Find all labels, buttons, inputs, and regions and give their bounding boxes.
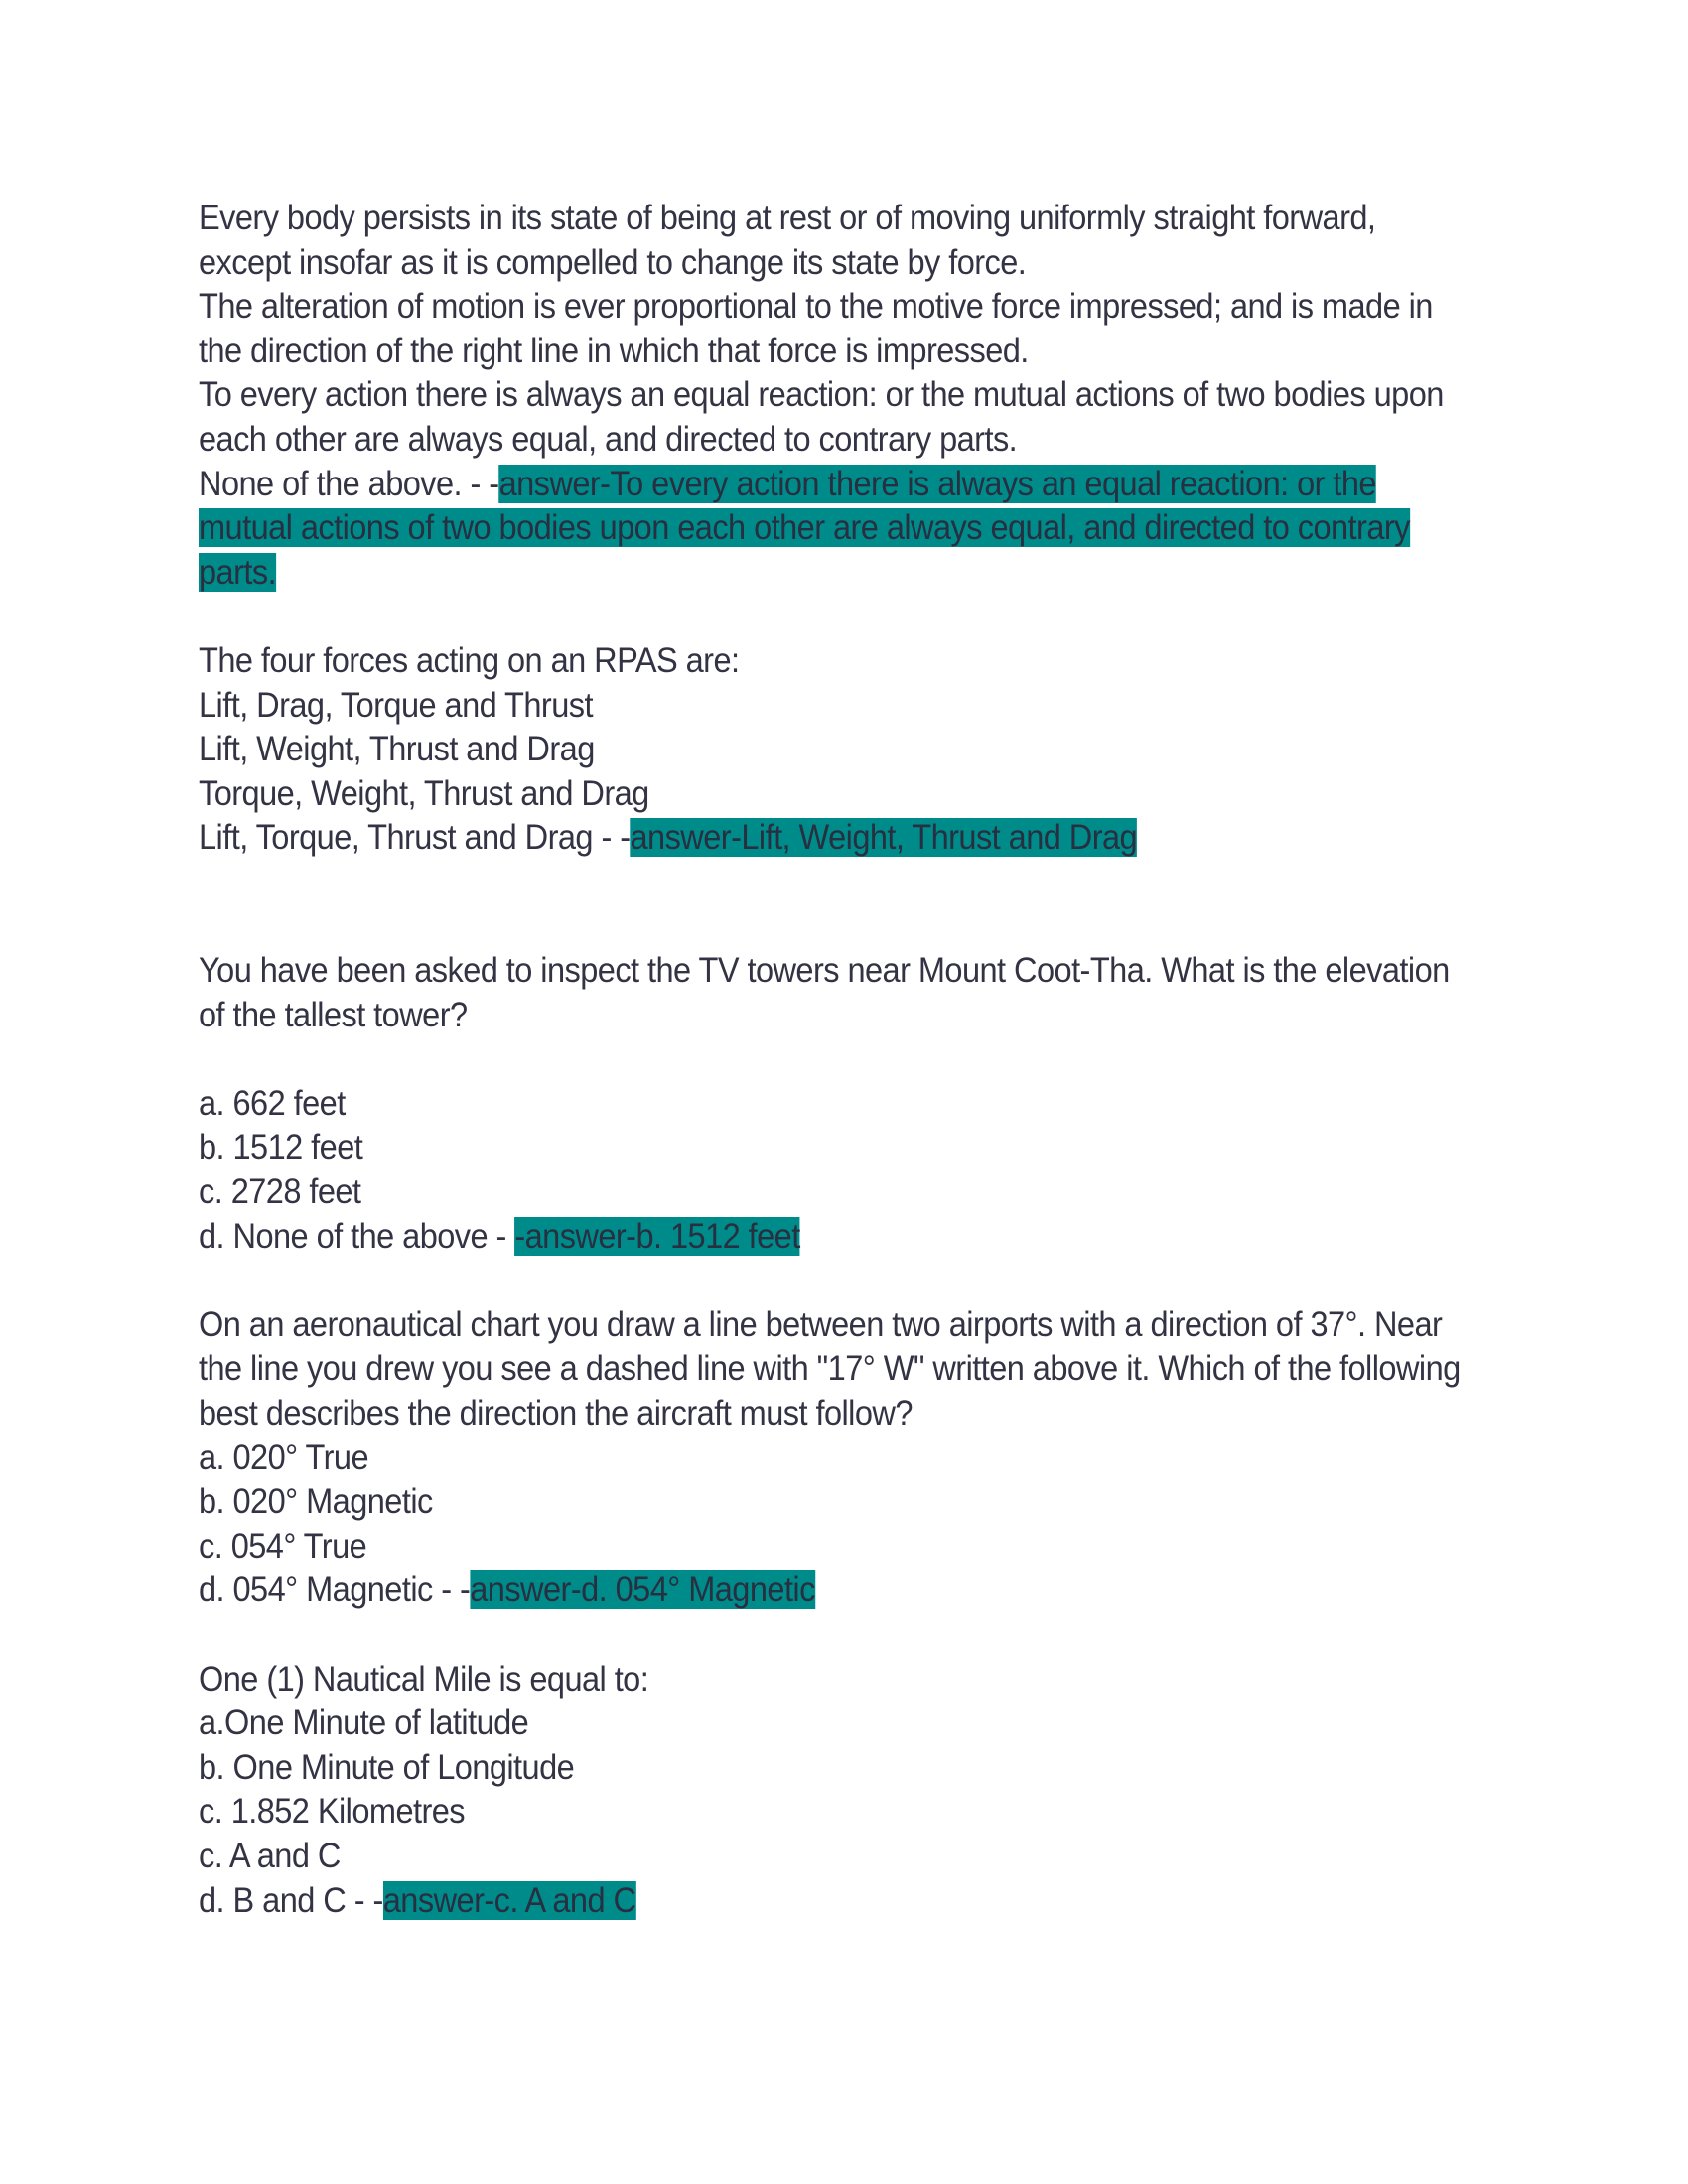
q4-option-c: c. 054° True	[199, 1526, 367, 1566]
q4-question-line-3: best describes the direction the aircraft must follow?	[199, 1394, 913, 1433]
question-block-5	[199, 1658, 1427, 1924]
q3-last-option-text: d. None of the above -	[199, 1216, 515, 1256]
q1-last-option-text: None of the above. - -	[199, 464, 499, 503]
q3-question-line-2: of the tallest tower?	[199, 995, 468, 1034]
q4-answer: answer-d. 054° Magnetic	[470, 1570, 815, 1610]
q4-last-option-text: d. 054° Magnetic - -	[199, 1570, 471, 1610]
q4-last-option	[199, 1569, 1427, 1613]
q1-answer-row-3	[199, 551, 1427, 596]
q5-option-4: c. A and C	[199, 1836, 341, 1875]
q1-line-2: except insofar as it is compelled to change its state by force.	[199, 242, 1027, 282]
question-block-2	[199, 639, 1427, 861]
q1-answer-row-2	[199, 506, 1427, 551]
q5-option-1: a.One Minute of latitude	[199, 1704, 529, 1743]
spacer	[199, 861, 1427, 949]
q2-option-3: Torque, Weight, Thrust and Drag	[199, 773, 649, 813]
q1-answer-line-3: parts.	[199, 552, 277, 592]
q3-option-c: c. 2728 feet	[199, 1172, 361, 1212]
q1-answer-line-2: mutual actions of two bodies upon each other are always equal, and directed to contrary	[199, 508, 1410, 548]
spacer	[199, 1259, 1427, 1303]
q2-answer: answer-Lift, Weight, Thrust and Drag	[630, 818, 1138, 858]
q2-last-option-text: Lift, Torque, Thrust and Drag - -	[199, 818, 631, 858]
spacer	[199, 1037, 1427, 1082]
question-block-1	[199, 197, 1444, 595]
q5-answer: answer-c. A and C	[382, 1880, 636, 1920]
q5-last-option-text: d. B and C - -	[199, 1880, 383, 1920]
q1-last-option	[199, 463, 1427, 507]
spacer	[199, 595, 1427, 639]
q4-option-a: a. 020° True	[199, 1437, 369, 1477]
question-block-4	[199, 1303, 1461, 1613]
q3-option-a: a. 662 feet	[199, 1083, 346, 1123]
q3-question-line-1: You have been asked to inspect the TV towers near Mount Coot-Tha. What is the elevation	[199, 951, 1450, 991]
q2-last-option	[199, 816, 1427, 861]
q5-option-2: b. One Minute of Longitude	[199, 1747, 575, 1787]
question-block-3	[199, 949, 1450, 1259]
q1-line-5: To every action there is always an equal reaction: or the mutual actions of two bodies upon	[199, 375, 1444, 415]
q1-line-1: Every body persists in its state of being at rest or of moving uniformly straight forward,	[199, 199, 1376, 237]
q5-question: One (1) Nautical Mile is equal to:	[199, 1659, 649, 1699]
q4-question-line-2: the line you drew you see a dashed line with "17° W" written above it. Which of the following	[199, 1349, 1461, 1389]
q1-answer-line-1: answer-To every action there is always an equal reaction: or the	[498, 464, 1376, 503]
q3-option-b: b. 1512 feet	[199, 1128, 363, 1167]
q2-option-2: Lift, Weight, Thrust and Drag	[199, 730, 595, 769]
q5-last-option	[199, 1879, 1427, 1924]
document-page	[199, 197, 1461, 1923]
q2-question: The four forces acting on an RPAS are:	[199, 640, 740, 680]
q5-option-3: c. 1.852 Kilometres	[199, 1792, 466, 1832]
q2-option-1: Lift, Drag, Torque and Thrust	[199, 685, 593, 725]
spacer	[199, 1613, 1427, 1658]
q4-question-line-1: On an aeronautical chart you draw a line between two airports with a direction of 37°. Near	[199, 1304, 1443, 1344]
q3-answer: -answer-b. 1512 feet	[514, 1216, 800, 1256]
q1-line-4: the direction of the right line in which that force is impressed.	[199, 331, 1029, 370]
q1-line-6: each other are always equal, and directed to contrary parts.	[199, 419, 1018, 459]
q3-last-option	[199, 1215, 1427, 1260]
q1-line-3: The alteration of motion is ever proportional to the motive force impressed; and is made in	[199, 287, 1433, 327]
q4-option-b: b. 020° Magnetic	[199, 1482, 433, 1522]
